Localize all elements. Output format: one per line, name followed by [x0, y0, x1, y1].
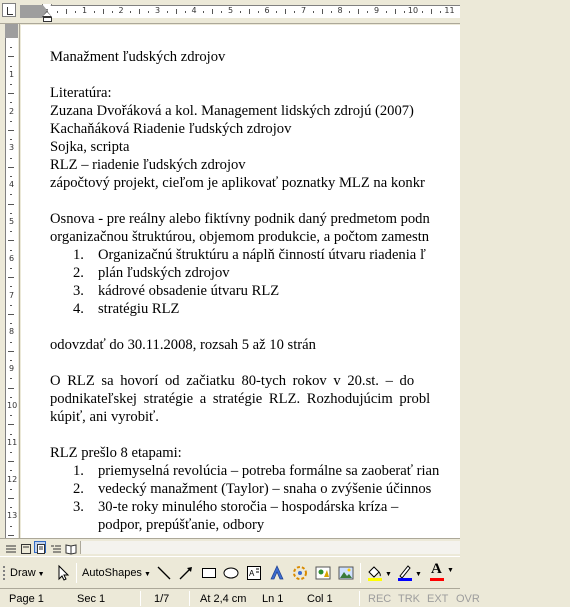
ruler-tick	[10, 360, 12, 361]
ruler-number: 7	[300, 6, 307, 15]
draw-menu-button[interactable]	[10, 563, 45, 583]
normal-view-icon[interactable]	[4, 541, 16, 553]
document-body[interactable]	[50, 48, 570, 534]
list-number: 3.	[73, 283, 84, 299]
list-number: 2.	[73, 481, 84, 497]
ruler-tick	[148, 11, 149, 13]
literature-item: Sojka, scripta	[50, 139, 130, 155]
ruler-tick	[10, 139, 12, 140]
draw-label: Draw	[10, 567, 36, 579]
diagram-icon[interactable]	[291, 564, 309, 582]
ruler-tick	[10, 378, 12, 379]
literature-item: Zuzana Dvořáková a kol. Management lidských zdrojú (2007)	[50, 103, 414, 119]
list-number: 1.	[73, 463, 84, 479]
ruler-number: 11	[444, 6, 455, 15]
ruler-tick	[139, 9, 140, 14]
view-bar	[0, 538, 460, 555]
ruler-tick	[8, 461, 14, 462]
oval-icon[interactable]	[222, 564, 240, 582]
ruler-number: 6	[264, 6, 270, 15]
list-item	[50, 282, 570, 300]
select-objects-icon[interactable]	[54, 564, 72, 582]
ruler-tick	[10, 66, 12, 67]
ruler-tick	[285, 9, 286, 14]
ruler-tick	[258, 11, 259, 13]
status-column: Col 1	[307, 593, 333, 605]
top-margin-area	[5, 24, 18, 38]
ruler-number: 1	[8, 69, 15, 79]
font-color-icon: A	[431, 561, 442, 577]
drawing-toolbar	[0, 556, 460, 588]
ruler-tick	[66, 9, 67, 14]
ruler-tick	[322, 9, 323, 14]
ruler-tick	[313, 11, 314, 13]
status-section: Sec 1	[77, 593, 106, 605]
ruler-tick	[94, 11, 95, 13]
autoshapes-label: AutoShapes	[82, 567, 142, 579]
ruler-tick	[431, 9, 432, 14]
ruler-tick	[8, 56, 14, 57]
status-ext[interactable]: EXT	[427, 593, 449, 605]
list-number: 1.	[73, 247, 84, 263]
print-layout-view-icon[interactable]	[34, 541, 46, 553]
ruler-number: 10	[407, 6, 419, 15]
ruler-tick	[10, 342, 12, 343]
osnova-line: organizačnou štruktúrou, objemom produkcie, a počtom zamestn	[50, 229, 430, 245]
ruler-number: 9	[373, 6, 380, 15]
chevron-down-icon: ▼	[447, 567, 454, 574]
horizontal-scrollbar[interactable]	[80, 541, 460, 554]
ruler-tick	[10, 121, 12, 122]
ruler-tick	[10, 286, 12, 287]
list-text: stratégiu RLZ	[98, 301, 180, 317]
ruler-tick	[8, 388, 14, 389]
ruler-tick	[10, 526, 12, 527]
ruler-tick	[404, 11, 405, 13]
toolbar-separator	[76, 563, 77, 583]
ruler-tick	[10, 470, 12, 471]
ruler-tick	[240, 11, 241, 13]
ruler-tick	[8, 424, 14, 425]
ruler-tick	[103, 9, 104, 14]
ruler-tick	[212, 9, 213, 14]
ruler-tick	[8, 130, 14, 131]
ruler-tick	[75, 11, 76, 13]
list-text: kádrové obsadenie útvaru RLZ	[98, 283, 280, 299]
ruler-tick	[8, 314, 14, 315]
list-text: vedecký manažment (Taylor) – snaha o zvýšenie účinnos	[98, 481, 432, 497]
ruler-tick	[8, 277, 14, 278]
ruler-tick	[10, 507, 12, 508]
font-color-swatch	[430, 578, 444, 581]
list-number: 2.	[73, 265, 84, 281]
list-text: 30-te roky minulého storočia – hospodárska kríza –	[98, 499, 399, 515]
paint-bucket-icon	[366, 564, 392, 582]
status-line: Ln 1	[262, 593, 284, 605]
ruler-number: 5	[8, 217, 15, 226]
font-color-button[interactable]	[428, 561, 458, 582]
ruler-number: 3	[8, 143, 15, 153]
ruler-tick	[395, 9, 396, 14]
ruler-tick	[10, 305, 12, 306]
web-layout-view-icon[interactable]	[19, 541, 31, 553]
clip-art-icon[interactable]	[314, 564, 332, 582]
ruler-tick	[112, 11, 113, 13]
ruler-tick	[10, 213, 12, 214]
list-text: priemyselná revolúcia – potreba formálne sa zaoberať rian	[98, 463, 440, 479]
ruler-tick	[331, 11, 332, 13]
chevron-down-icon: ▼	[37, 571, 45, 578]
toolbar-grip-icon	[1, 564, 7, 582]
ruler-tick	[10, 397, 12, 398]
ruler-number: 4	[8, 180, 15, 190]
list-item	[50, 300, 570, 318]
status-divider	[189, 591, 190, 606]
status-rec[interactable]: REC	[368, 593, 392, 605]
ruler-tick	[249, 9, 250, 14]
ruler-tick	[8, 351, 14, 352]
list-number: 3.	[73, 499, 84, 515]
ruler-tick	[10, 47, 12, 48]
literature-item: Kachaňáková Riadenie ľudských zdrojov	[50, 121, 292, 137]
ruler-tick	[221, 11, 222, 13]
literature-heading: Literatúra:	[50, 85, 112, 101]
reading-layout-view-icon[interactable]	[64, 541, 76, 553]
ruler-number: 4	[191, 6, 197, 15]
ruler-tick	[276, 11, 277, 13]
ruler-tick	[10, 84, 12, 85]
ruler-number: 10	[7, 401, 18, 410]
ruler-tick	[10, 434, 12, 435]
list-number: 4.	[73, 301, 84, 317]
tab-selector-icon[interactable]	[2, 3, 16, 17]
list-text: plán ľudských zdrojov	[98, 265, 230, 281]
status-ovr[interactable]: OVR	[456, 593, 480, 605]
autoshapes-menu-button[interactable]	[82, 563, 151, 583]
ruler-tick	[8, 240, 14, 241]
outline-view-icon[interactable]	[49, 541, 61, 553]
line-color-button[interactable]	[396, 564, 422, 582]
pen-icon	[396, 564, 422, 582]
ruler-tick	[10, 489, 12, 490]
ruler-tick	[10, 250, 12, 251]
rlz-paragraph-line: kúpiť, ani vyrobiť.	[50, 409, 159, 425]
ruler-tick	[10, 323, 12, 324]
svg-text:▼: ▼	[415, 571, 422, 578]
fill-color-button[interactable]	[366, 564, 392, 582]
ruler-number: 3	[154, 6, 161, 15]
list-item	[50, 264, 570, 282]
etapy-heading: RLZ prešlo 8 etapami:	[50, 445, 182, 461]
list-item	[50, 462, 570, 480]
list-item	[50, 480, 570, 498]
wordart-icon[interactable]	[268, 564, 286, 582]
ruler-tick	[8, 204, 14, 205]
list-item	[50, 498, 570, 516]
ruler-tick	[57, 11, 58, 13]
ruler-tick	[10, 452, 12, 453]
ruler-tick	[349, 11, 350, 13]
ruler-tick	[8, 93, 14, 94]
ruler-tick	[10, 268, 12, 269]
ruler-number: 8	[337, 6, 343, 15]
list-text: Organizačnú štruktúru a náplň činností útvaru riadenia ľ	[98, 247, 426, 263]
ruler-tick	[10, 231, 12, 232]
ruler-tick	[422, 11, 423, 13]
status-divider	[140, 591, 141, 606]
list-item-continuation	[50, 516, 570, 534]
ruler-number: 6	[8, 253, 15, 263]
rlz-paragraph-line: podnikateľskej stratégie a stratégie RLZ. Rozhodujúcim probl	[50, 391, 431, 407]
status-page-of: 1/7	[154, 593, 170, 605]
vertical-ruler[interactable]	[0, 24, 20, 538]
picture-icon[interactable]	[337, 564, 355, 582]
ruler-tick	[440, 11, 441, 13]
ruler-tick	[10, 102, 12, 103]
ruler-tick	[10, 194, 12, 195]
ruler-number: 11	[7, 437, 18, 447]
ruler-tick	[8, 167, 14, 168]
text-box-icon[interactable]	[245, 564, 263, 582]
line-icon[interactable]	[155, 564, 173, 582]
rectangle-icon[interactable]	[200, 564, 218, 582]
ruler-tick	[130, 11, 131, 13]
ruler-number: 12	[7, 474, 18, 484]
document-title: Manažment ľudských zdrojov	[50, 49, 226, 65]
ruler-tick	[185, 11, 186, 13]
document-page[interactable]	[21, 25, 460, 538]
literature-item: zápočtový projekt, cieľom je aplikovať poznatky MLZ na konkr	[50, 175, 425, 191]
ruler-tick	[203, 11, 204, 13]
ruler-tick	[10, 415, 12, 416]
horizontal-ruler[interactable]	[0, 0, 460, 24]
literature-item: RLZ – riadenie ľudských zdrojov	[50, 157, 246, 173]
status-bar	[0, 588, 480, 607]
ruler-tick	[10, 176, 12, 177]
ruler-number: 2	[118, 6, 124, 15]
list-item	[50, 246, 570, 264]
ruler-tick	[386, 11, 387, 13]
status-trk[interactable]: TRK	[398, 593, 420, 605]
osnova-line: Osnova - pre reálny alebo fiktívny podnik daný predmetom podn	[50, 211, 430, 227]
ruler-number: 9	[8, 364, 15, 374]
ruler-number: 5	[227, 6, 234, 15]
svg-text:▼: ▼	[385, 571, 392, 578]
ruler-tick	[10, 158, 12, 159]
ruler-tick	[294, 11, 295, 13]
ruler-tick	[358, 9, 359, 14]
ruler-number: 1	[81, 6, 88, 15]
status-at: At 2,4 cm	[200, 593, 247, 605]
ruler-number: 2	[8, 106, 15, 116]
ruler-tick	[367, 11, 368, 13]
list-text: podpor, prepúšťanie, odbory	[98, 517, 265, 533]
chevron-down-icon: ▼	[143, 571, 151, 578]
rlz-paragraph-line: O RLZ sa hovorí od začiatku 80-tych rokov v 20.st. – do	[50, 373, 415, 389]
ruler-number: 13	[7, 511, 18, 521]
arrow-icon[interactable]	[177, 564, 195, 582]
status-page: Page 1	[9, 593, 44, 605]
ruler-number: 7	[8, 290, 15, 300]
left-indent-marker[interactable]	[43, 17, 52, 22]
status-divider	[359, 591, 360, 606]
ruler-tick	[8, 535, 14, 536]
toolbar-separator	[360, 563, 361, 583]
svg-text:A: A	[249, 569, 255, 578]
deadline-line: odovzdať do 30.11.2008, rozsah 5 až 10 strán	[50, 337, 316, 353]
ruler-tick	[167, 11, 168, 13]
ruler-tick	[176, 9, 177, 14]
ruler-tick	[8, 498, 14, 499]
ruler-number: 8	[8, 327, 15, 337]
